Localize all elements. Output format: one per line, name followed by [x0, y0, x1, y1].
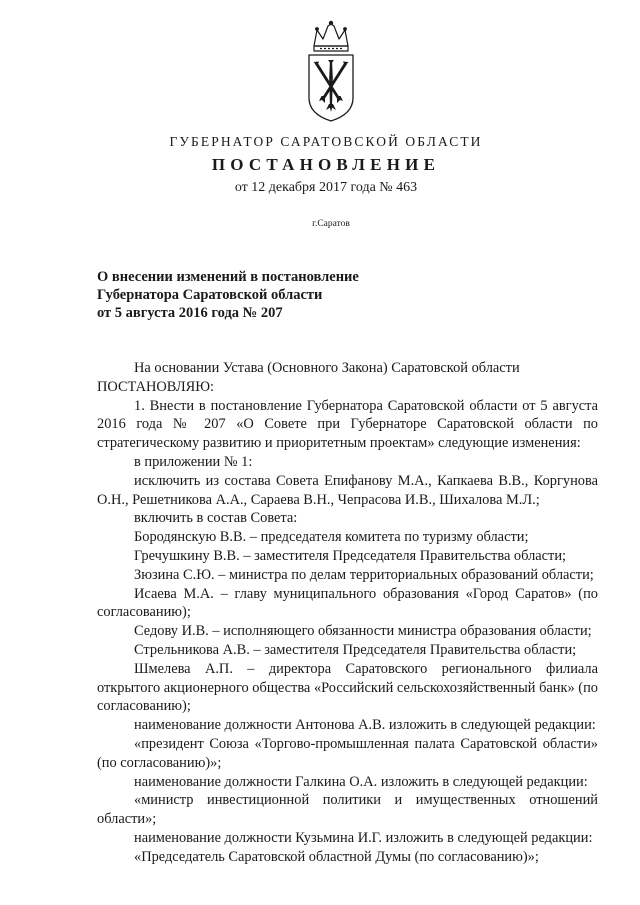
- body-paragraph: «министр инвестиционной политики и имущественных отношений области»;: [97, 792, 598, 828]
- subject-line: О внесении изменений в постановление: [97, 269, 359, 285]
- body-paragraph: Гречушкину В.В. – заместителя Председателя Правительства области;: [134, 547, 567, 564]
- body-paragraph: включить в состав Совета:: [134, 510, 298, 527]
- coat-of-arms-icon: [304, 20, 358, 124]
- body-paragraph: «Председатель Саратовской областной Думы (по согласованию)»;: [134, 848, 539, 865]
- document-subject: [97, 268, 417, 322]
- body-paragraph: На основании Устава (Основного Закона) Саратовской области: [134, 360, 520, 376]
- document-type: ПОСТАНОВЛЕНИЕ: [211, 155, 441, 174]
- document-body: [97, 359, 598, 867]
- body-paragraph: Седову И.В. – исполняющего обязанности министра образования области;: [134, 623, 592, 640]
- body-paragraph: Зюзина С.Ю. – министра по делам территориальных образований области;: [134, 566, 594, 583]
- body-paragraph: наименование должности Антонова А.В. изложить в следующей редакции:: [134, 717, 596, 734]
- body-paragraph: Бородянскую В.В. – председателя комитета по туризму области;: [134, 529, 529, 546]
- body-paragraph: наименование должности Кузьмина И.Г. изложить в следующей редакции:: [134, 829, 593, 846]
- document-date-number: от 12 декабря 2017 года № 463: [234, 180, 418, 195]
- body-paragraph: 1. Внести в постановление Губернатора Саратовской области от 5 августа 2016 года № 207 «О Совете при Губернаторе Саратовской области по стратегическому развитию и приоритетным проектам» следующие изменения:: [97, 397, 598, 452]
- body-paragraph: наименование должности Галкина О.А. изложить в следующей редакции:: [134, 773, 588, 790]
- body-paragraph: Шмелева А.П. – директора Саратовского регионального филиала открытого акционерного общества «Российский сельскохозяйственный банк» (по согласованию);: [97, 660, 598, 715]
- subject-line: Губернатора Саратовской области: [97, 287, 323, 303]
- body-paragraph: «президент Союза «Торгово-промышленная палата Саратовской области» (по согласованию)»;: [97, 735, 598, 771]
- body-paragraph: Стрельникова А.В. – заместителя Председателя Правительства области;: [134, 641, 577, 658]
- body-paragraph: Исаева М.А. – главу муниципального образования «Город Саратов» (по согласованию);: [97, 585, 598, 621]
- place-of-issue: г.Саратов: [312, 219, 350, 229]
- body-paragraph: в приложении № 1:: [134, 453, 253, 470]
- issuer-title: ГУБЕРНАТОР САРАТОВСКОЙ ОБЛАСТИ: [169, 134, 483, 149]
- body-paragraph: исключить из состава Совета Епифанову М.А., Капкаева В.В., Коргунова О.Н., Решетникова А.А., Сараева В.Н., Чепрасова И.В., Шихалова М.Л.;: [97, 472, 598, 508]
- body-paragraph: ПОСТАНОВЛЯЮ:: [97, 378, 215, 395]
- subject-line: от 5 августа 2016 года № 207: [97, 305, 283, 321]
